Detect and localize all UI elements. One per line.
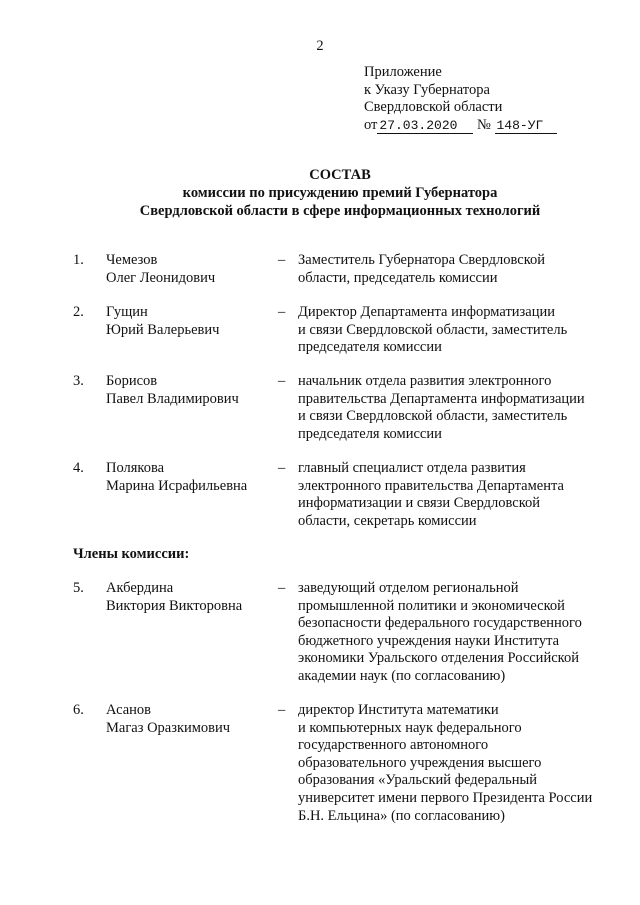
member-name <box>106 702 276 737</box>
member-given-name: Олег Леонидович <box>106 269 216 286</box>
role-line: безопасности федерального государственного <box>298 615 582 632</box>
appendix-date-line <box>364 117 624 135</box>
role-line: экономики Уральского отделения Российской <box>298 650 579 667</box>
title-line: СОСТАВ <box>309 167 371 183</box>
role-line: Заместитель Губернатора Свердловской <box>298 252 546 268</box>
members-section-label: Члены комиссии: <box>73 546 190 562</box>
member-surname: Асанов <box>106 702 152 718</box>
member-surname: Гущин <box>106 304 148 320</box>
member-given-name: Марина Исрафильевна <box>106 477 248 494</box>
role-line: правительства Департамента информатизации <box>298 390 585 407</box>
dash: – <box>278 702 286 718</box>
member-role <box>298 460 618 530</box>
role-line: образовательного учреждения высшего <box>298 754 542 771</box>
document-title <box>0 166 640 220</box>
member-number: 1. <box>73 252 84 268</box>
page-number: 2 <box>316 38 324 54</box>
appendix-line: Приложение <box>364 64 442 80</box>
decree-number: 148-УГ <box>495 119 557 134</box>
number-sign: № <box>477 116 491 133</box>
dash: – <box>278 460 286 476</box>
member-number: 5. <box>73 580 84 596</box>
title-line: комиссии по присуждению премий Губернатора <box>182 185 498 201</box>
role-line: области, председатель комиссии <box>298 269 498 286</box>
role-line: и связи Свердловской области, заместитель <box>298 321 568 338</box>
member-given-name: Виктория Викторовна <box>106 597 243 614</box>
member-role <box>298 580 618 686</box>
role-line: Б.Н. Ельцина» (по согласованию) <box>298 807 505 824</box>
member-number: 6. <box>73 702 84 718</box>
role-line: государственного автономного <box>298 737 489 754</box>
role-line: и связи Свердловской области, заместитель <box>298 408 568 425</box>
appendix-line: Свердловской области <box>364 99 503 116</box>
dash: – <box>278 580 286 596</box>
member-name <box>106 304 276 339</box>
role-line: бюджетного учреждения науки Института <box>298 632 560 649</box>
member-name <box>106 460 276 495</box>
dash: – <box>278 252 286 268</box>
member-given-name: Юрий Валерьевич <box>106 321 220 338</box>
role-line: главный специалист отдела развития <box>298 460 526 476</box>
member-role <box>298 702 618 825</box>
role-line: университет имени первого Президента России <box>298 789 593 806</box>
role-line: начальник отдела развития электронного <box>298 373 552 389</box>
role-line: председателя комиссии <box>298 425 442 442</box>
member-number: 3. <box>73 373 84 389</box>
role-line: электронного правительства Департамента <box>298 477 564 494</box>
member-surname: Чемезов <box>106 252 158 268</box>
member-name <box>106 580 276 615</box>
role-line: образования «Уральский федеральный <box>298 772 538 789</box>
member-given-name: Магаз Оразкимович <box>106 719 231 736</box>
role-line: заведующий отделом региональной <box>298 580 519 596</box>
member-number: 4. <box>73 460 84 476</box>
dash: – <box>278 304 286 320</box>
role-line: директор Института математики <box>298 702 499 718</box>
member-surname: Полякова <box>106 460 165 476</box>
role-line: и компьютерных наук федерального <box>298 719 522 736</box>
role-line: председателя комиссии <box>298 339 442 356</box>
member-role <box>298 373 618 443</box>
member-given-name: Павел Владимирович <box>106 390 239 407</box>
appendix-line: к Указу Губернатора <box>364 81 490 98</box>
decree-date: 27.03.2020 <box>377 119 473 134</box>
date-prefix: от <box>364 116 378 133</box>
member-name <box>106 252 276 287</box>
member-surname: Акбердина <box>106 580 174 596</box>
role-line: академии наук (по согласованию) <box>298 667 506 684</box>
member-name <box>106 373 276 408</box>
role-line: Директор Департамента информатизации <box>298 304 555 320</box>
role-line: информатизации и связи Свердловской <box>298 495 541 512</box>
member-role <box>298 252 618 287</box>
member-number: 2. <box>73 304 84 320</box>
member-surname: Борисов <box>106 373 158 389</box>
title-line: Свердловской области в сфере информационных технологий <box>139 203 541 219</box>
role-line: промышленной политики и экономической <box>298 597 565 614</box>
role-line: области, секретарь комиссии <box>298 512 477 529</box>
dash: – <box>278 373 286 389</box>
appendix-block <box>364 64 624 134</box>
member-role <box>298 304 618 357</box>
